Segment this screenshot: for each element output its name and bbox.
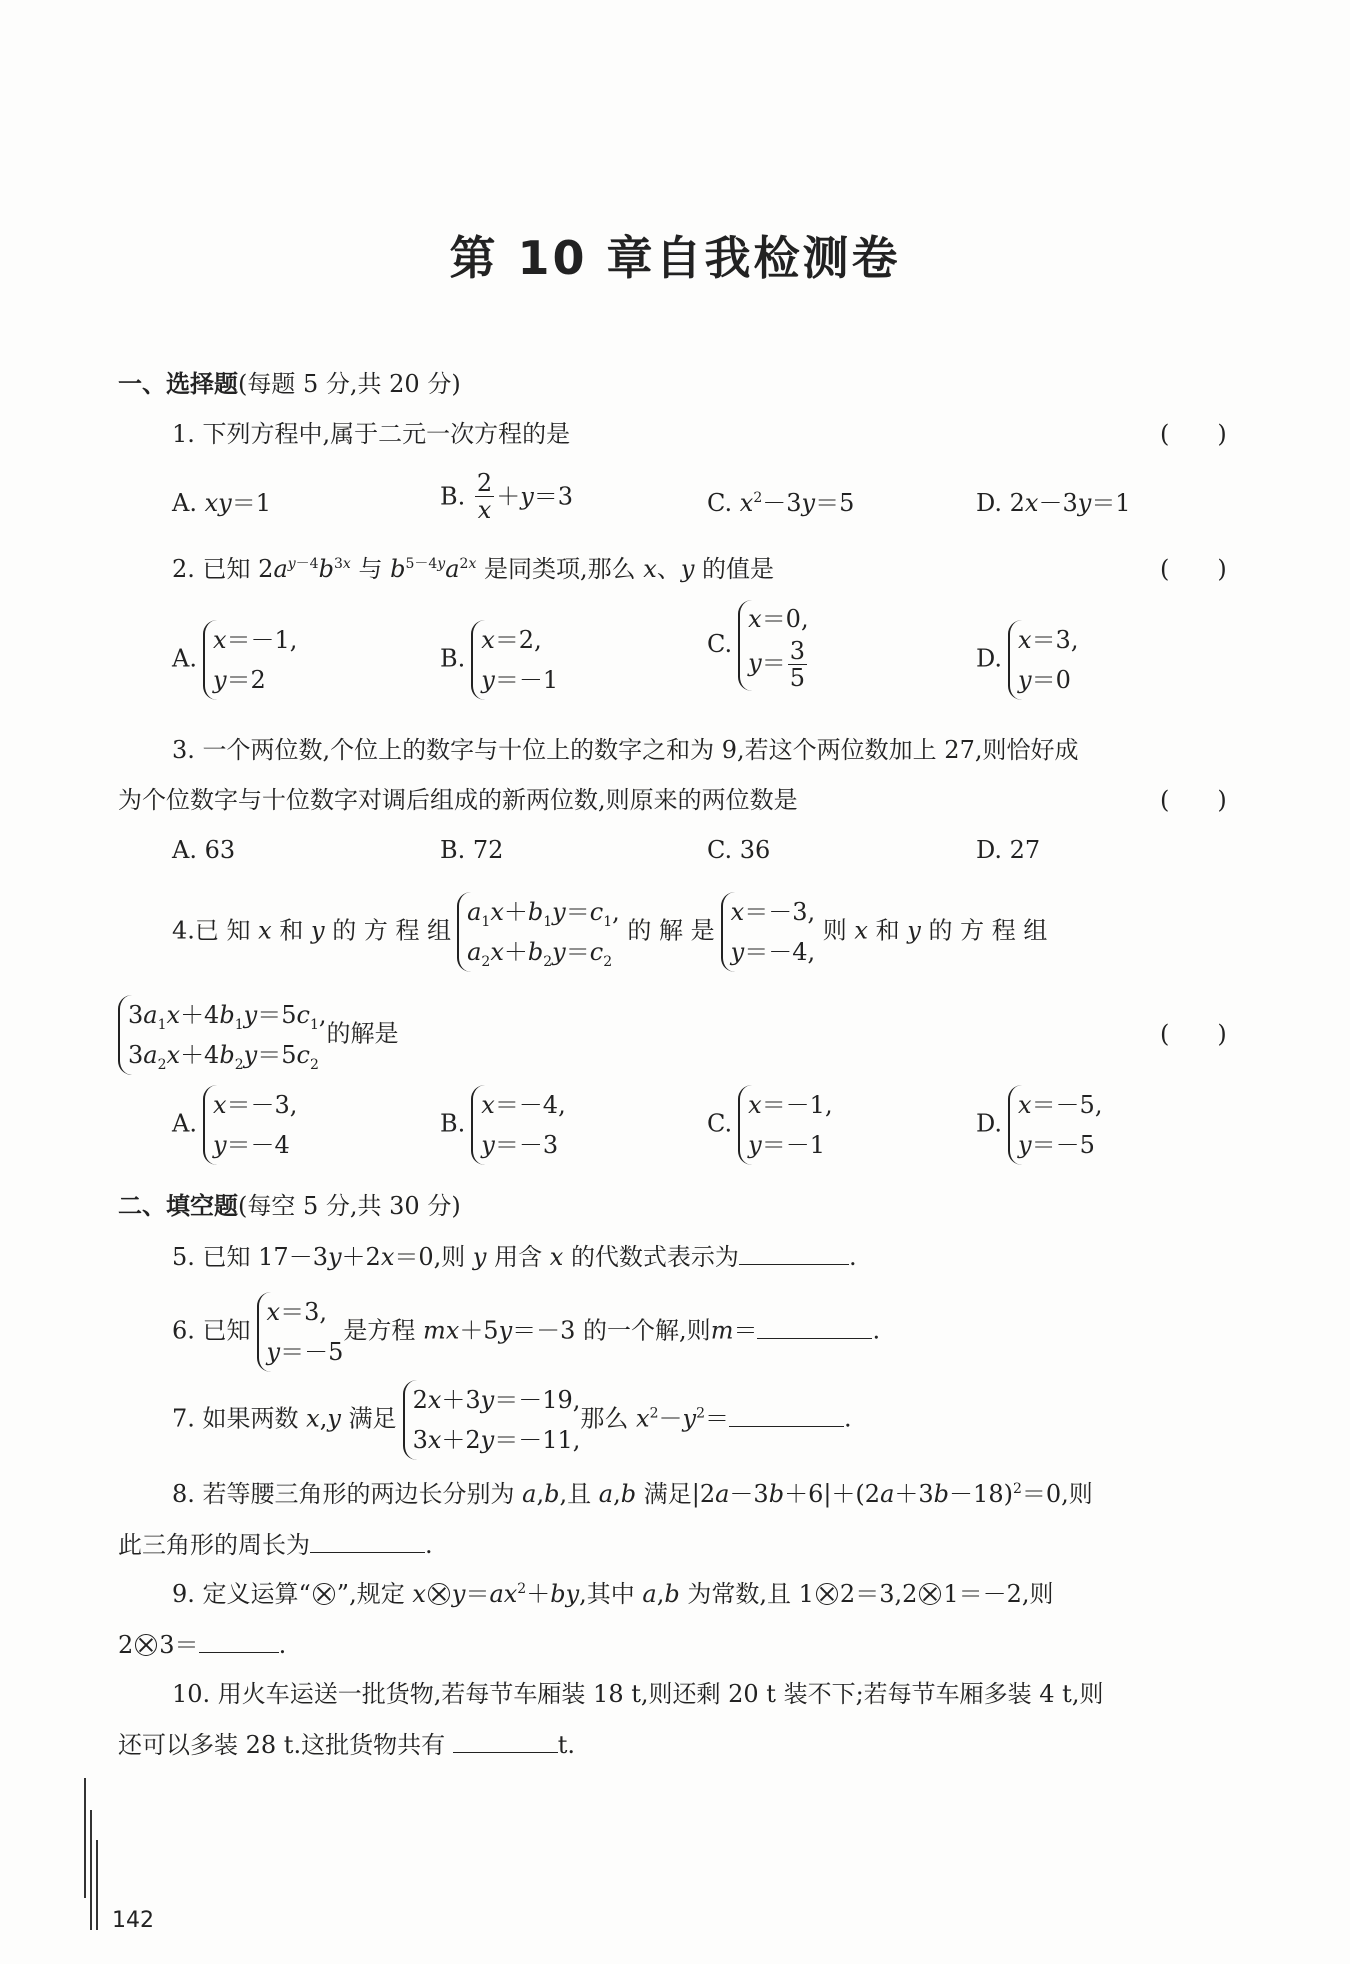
section-heading-text: 二、填空题: [118, 1192, 238, 1220]
answer-blank[interactable]: [453, 1728, 558, 1753]
question-5: 5. 已知 17－3y＋2x＝0,则 y 用含 x 的代数式表示为 .: [172, 1240, 857, 1273]
answer-parentheses: ( ): [1160, 1020, 1227, 1048]
q2-option-a: A. x＝－1, y＝2: [172, 620, 297, 700]
q4-option-d: D. x＝－5, y＝－5: [976, 1085, 1102, 1165]
answer-blank[interactable]: [739, 1240, 849, 1265]
question-4-line2: $3a_1x+4b_1y=5c_1$, $3a_2x+4b_2y=5c_2$ 的解是: [118, 995, 399, 1075]
q3-option-d: D. 27: [976, 836, 1041, 864]
page-title: 第 10 章自我检测卷: [449, 231, 901, 285]
section-heading-fill: [118, 1190, 461, 1222]
question-6: 6. 已知 x＝3, y＝－5 是方程 mx＋5y＝－3 的一个解,则m＝ .: [172, 1292, 880, 1372]
question-3-line1: 3. 一个两位数,个位上的数字与十位上的数字之和为 9,若这个两位数加上 27,则恰好成: [172, 736, 1079, 764]
q4-option-c: C. x＝－1, y＝－1: [707, 1085, 833, 1165]
question-8-line1: 8. 若等腰三角形的两边长分别为 a,b,且 a,b 满足$|2a-3b+6|+(2a+3b-18)^2=0$,则: [172, 1480, 1093, 1508]
question-9-line2: 2 3＝ .: [118, 1628, 286, 1661]
q3-option-a: A. 63: [172, 836, 236, 864]
question-10-line1: 10. 用火车运送一批货物,若每节车厢装 18 t,则还剩 20 t 装不下;若每节车厢多装 4 t,则: [172, 1680, 1104, 1708]
otimes-symbol: [816, 1583, 838, 1605]
answer-blank[interactable]: [757, 1314, 872, 1339]
question-7: 7. 如果两数 x,y 满足 2x＋3y＝－19, 3x＋2y＝－11, 那么 $x^2-y^2=$ .: [172, 1380, 852, 1460]
question-2-stem: 2. 已知 $2a^{y-4}b^{3x}$ 与 $b^{5-4y}a^{2x}$ 是同类项,那么 x、y 的值是: [172, 555, 775, 583]
margin-rule: [96, 1840, 98, 1930]
question-4-line1: 4.已 知 x 和 y 的 方 程 组 $a_1x+b_1y=c_1$, $a_2x+b_2y=c_2$ 的 解 是 x＝－3, y＝－4, 则 x 和 y 的 方 程 组: [172, 892, 1047, 972]
q2-option-b: B. x＝2, y＝－1: [440, 620, 558, 700]
q2-option-d: D. x＝3, y＝0: [976, 620, 1078, 700]
otimes-symbol: [919, 1583, 941, 1605]
answer-parentheses: ( ): [1160, 555, 1227, 583]
answer-parentheses: ( ): [1160, 786, 1227, 814]
margin-rule: [84, 1778, 86, 1898]
section-heading-choice: [118, 368, 461, 400]
q4-option-a: A. x＝－3, y＝－4: [172, 1085, 297, 1165]
page-number: 142: [112, 1908, 154, 1933]
q3-option-c: C. 36: [707, 836, 771, 864]
q1-option-b: B. $\frac{2}{x}$ ＋y＝3: [440, 469, 574, 524]
q1-option-d: D. 2x－3y＝1: [976, 489, 1131, 517]
question-1-stem: 1. 下列方程中,属于二元一次方程的是: [172, 420, 571, 448]
answer-blank[interactable]: [199, 1628, 279, 1653]
question-3-line2: 为个位数字与十位数字对调后组成的新两位数,则原来的两位数是: [118, 786, 798, 814]
question-10-line2: 还可以多装 28 t.这批货物共有 t.: [118, 1728, 575, 1761]
margin-rule: [90, 1810, 92, 1930]
q1-option-c: C. $x^2-3y=5$: [707, 489, 855, 517]
section-note: (每空 5 分,共 30 分): [238, 1192, 461, 1220]
answer-blank[interactable]: [729, 1402, 844, 1427]
answer-blank[interactable]: [310, 1528, 425, 1553]
otimes-symbol: [428, 1583, 450, 1605]
q1-option-a: A. xy＝1: [172, 489, 271, 517]
answer-parentheses: ( ): [1160, 420, 1227, 448]
q3-option-b: B. 72: [440, 836, 504, 864]
question-9-line1: 9. 定义运算“ ”,规定 x $y=ax^2+by$,其中 a,b 为常数,且 1 2＝3,2 1＝－2,则: [172, 1580, 1054, 1608]
q4-option-b: B. x＝－4, y＝－3: [440, 1085, 566, 1165]
section-note: (每题 5 分,共 20 分): [238, 370, 461, 398]
otimes-symbol: [135, 1634, 157, 1656]
section-heading-text: 一、选择题: [118, 370, 238, 398]
q2-option-c: C. x＝0, y＝ $\frac{3}{5}$: [707, 600, 809, 691]
otimes-symbol: [313, 1583, 335, 1605]
question-8-line2: 此三角形的周长为 .: [118, 1528, 433, 1561]
